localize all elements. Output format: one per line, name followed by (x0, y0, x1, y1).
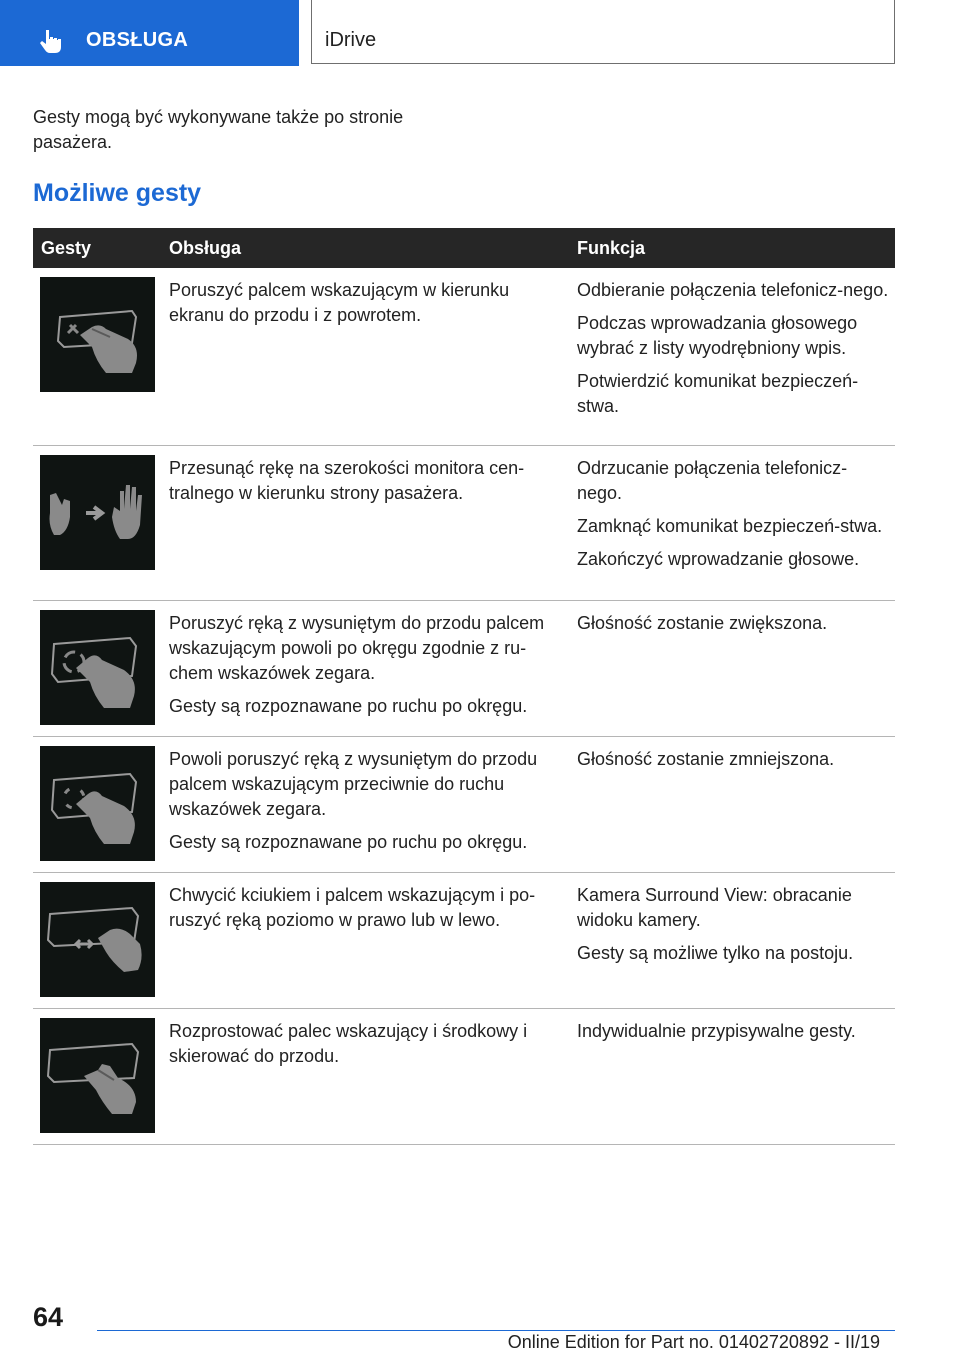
function-text: Głośność zostanie zwiększona. (577, 613, 828, 633)
function-text: Głośność zostanie zmniejszona. (577, 749, 835, 769)
footer-divider (97, 1330, 895, 1331)
section-tab (0, 0, 299, 66)
operation-text: Chwycić kciukiem i palcem wskazującym i po-ruszyć ręką poziomo w prawo lub w lewo. (169, 885, 536, 930)
function-text: Kamera Surround View: obracanie widoku kamery. (577, 885, 852, 930)
operation-text: Gesty są rozpoznawane po ruchu po okręgu. (169, 696, 528, 716)
finger-circle-counterclockwise-gesture-icon (40, 746, 155, 861)
operation-text: Rozprostować palec wskazujący i środkowy i skierować do przodu. (169, 1021, 528, 1066)
table-row (33, 601, 895, 737)
footer-edition: Online Edition for Part no. 01402720892 - II/19 (507, 1332, 880, 1352)
pinch-swipe-gesture-icon (40, 882, 155, 997)
section-tab-label: OBSŁUGA (86, 29, 189, 51)
operation-cell (169, 747, 569, 863)
operation-text: Poruszyć palcem wskazującym w kierunku ekranu do przodu i z powrotem. (169, 280, 510, 325)
operation-text: Gesty są rozpoznawane po ruchu po okręgu. (169, 832, 528, 852)
function-cell (577, 883, 889, 974)
gestures-table (33, 228, 895, 1145)
hand-swipe-gesture-icon (40, 455, 155, 570)
table-header (33, 228, 895, 268)
function-text: Zamknąć komunikat bezpieczeń-stwa. (577, 516, 883, 536)
topic-tab-label: iDrive (325, 29, 377, 51)
table-row (33, 1009, 895, 1145)
page-header (0, 0, 960, 66)
function-text: Gesty są możliwe tylko na postoju. (577, 943, 854, 963)
operation-cell (169, 456, 569, 514)
two-finger-point-gesture-icon (40, 1018, 155, 1133)
page-number: 64 (33, 1302, 64, 1332)
operation-cell (169, 278, 569, 336)
function-text: Podczas wprowadzania głosowego wybrać z listy wyodrębniony wpis. (577, 313, 858, 358)
table-row (33, 446, 895, 601)
function-text: Zakończyć wprowadzanie głosowe. (577, 549, 860, 569)
table-row (33, 873, 895, 1009)
table-row (33, 737, 895, 873)
header-function: Funkcja (577, 238, 646, 258)
function-text: Indywidualnie przypisywalne gesty. (577, 1021, 856, 1041)
function-cell (577, 456, 889, 580)
finger-circle-clockwise-gesture-icon (40, 610, 155, 725)
function-text: Odbieranie połączenia telefonicz-nego. (577, 280, 889, 300)
function-cell (577, 1019, 889, 1052)
function-cell (577, 278, 889, 427)
function-cell (577, 611, 889, 644)
section-title: Możliwe gesty (33, 179, 202, 207)
header-operation: Obsługa (169, 238, 242, 258)
hand-pointer-icon (38, 28, 64, 54)
function-cell (577, 747, 889, 780)
function-text: Odrzucanie połączenia telefonicz-nego. (577, 458, 848, 503)
intro-paragraph: Gesty mogą być wykonywane także po stronie pasażera. (33, 107, 404, 152)
operation-cell (169, 611, 569, 727)
finger-push-pull-gesture-icon (40, 277, 155, 392)
operation-text: Przesunąć rękę na szerokości monitora cen-tralnego w kierunku strony pasażera. (169, 458, 525, 503)
header-gestures: Gesty (41, 238, 92, 258)
operation-text: Poruszyć ręką z wysuniętym do przodu palcem wskazującym powoli po okręgu zgodnie z ru-chem wskazówek zegara. (169, 613, 545, 683)
operation-cell (169, 883, 569, 941)
table-row (33, 268, 895, 446)
operation-cell (169, 1019, 569, 1077)
operation-text: Powoli poruszyć ręką z wysuniętym do przodu palcem wskazującym przeciwnie do ruchu wskazówek zegara. (169, 749, 538, 819)
function-text: Potwierdzić komunikat bezpieczeń-stwa. (577, 371, 859, 416)
topic-tab (311, 0, 895, 64)
